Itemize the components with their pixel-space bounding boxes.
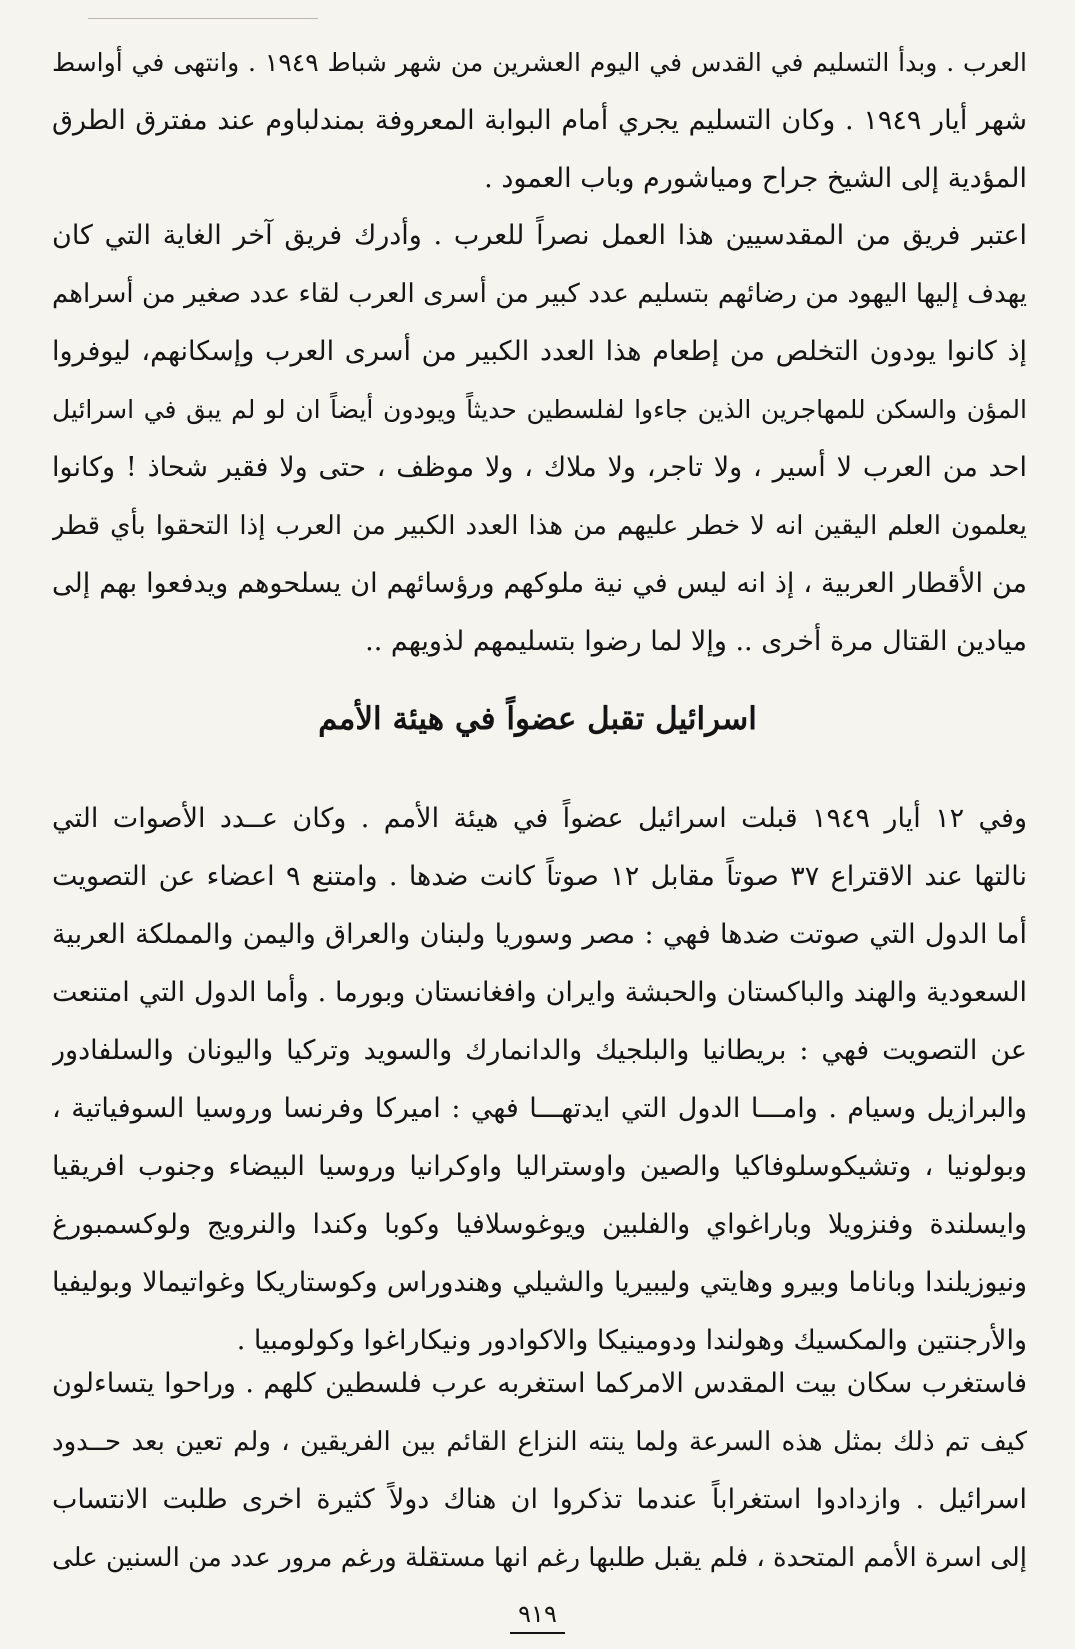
text-line: نالتها عند الاقتراع ٣٧ صوتاً مقابل ١٢ صوتاً كانت ضدها . وامتنع ٩ اعضاء عن التصويت <box>52 861 1027 892</box>
text-line: إلى اسرة الأمم المتحدة ، فلم يقبل طلبها رغم انها مستقلة ورغم مرور عدد من السنين على <box>52 1543 1027 1573</box>
page-number-label: ٩١٩ <box>510 1596 565 1634</box>
text-line: اسرائيل . وازدادوا استغراباً عندما تذكروا ان هناك دولاً كثيرة اخرى طلبت الانتساب <box>52 1484 1027 1515</box>
text-line: احد من العرب لا أسير ، ولا تاجر، ولا ملاك ، ولا موظف ، حتى ولا فقير شحاذ ! وكانوا <box>52 452 1027 483</box>
paragraph <box>52 790 1027 1370</box>
text-line: أما الدول التي صوتت ضدها فهي : مصر وسوريا ولبنان والعراق واليمن والمملكة العربية <box>52 919 1027 950</box>
text-line: والأرجنتين والمكسيك وهولندا ودومينيكا والاكوادور ونيكاراغوا وكولومبيا . <box>236 1325 1027 1356</box>
text-line: يعلمون العلم اليقين انه لا خطر عليهم من هذا العدد الكبير من العرب إذا التحقوا بأي قطر <box>52 511 1027 541</box>
text-line: يهدف إليها اليهود من رضائهم بتسليم عدد كبير من أسرى العرب لقاء عدد صغير من أسراهم <box>52 279 1027 309</box>
text-line: ميادين القتال مرة أخرى .. وإلا لما رضوا بتسليمهم لذويهم .. <box>365 626 1027 657</box>
text-line: وفي ١٢ أيار ١٩٤٩ قبلت اسرائيل عضواً في هيئة الأمم . وكان عــدد الأصوات التي <box>52 803 1027 834</box>
text-line: وبولونيا ، وتشيكوسلوفاكيا والصين واوستراليا واوكرانيا وروسيا البيضاء وجنوب افريقيا <box>52 1151 1027 1182</box>
paragraph <box>52 34 1027 208</box>
page-number <box>0 1596 1075 1634</box>
text-line: المؤدية إلى الشيخ جراح ومياشورم وباب العمود . <box>484 163 1027 194</box>
text-line: كيف تم ذلك بمثل هذه السرعة ولما ينته النزاع القائم بين الفريقين ، ولم تعين بعد حــدود <box>52 1427 1027 1457</box>
text-line: من الأقطار العربية ، إذ انه ليس في نية ملوكهم ورؤسائهم ان يسلحوهم ويدفعوا بهم إلى <box>52 568 1027 599</box>
text-line: شهر أيار ١٩٤٩ . وكان التسليم يجري أمام البوابة المعروفة بمندلباوم عند مفترق الطرق <box>52 105 1027 136</box>
text-line: المؤن والسكن للمهاجرين الذين جاءوا لفلسطين حديثاً ويودون أيضاً ان لو لم يبق في اسرائيل <box>52 395 1027 424</box>
text-line: اعتبر فريق من المقدسيين هذا العمل نصراً للعرب . وأدرك فريق آخر الغاية التي كان <box>52 220 1027 251</box>
text-line: ونيوزيلندا وباناما وبيرو وهايتي وليبيريا والشيلي وهندوراس وكوستاريكا وغواتيمالا وبوليفيا <box>52 1267 1027 1298</box>
text-line: العرب . وبدأ التسليم في القدس في اليوم العشرين من شهر شباط ١٩٤٩ . وانتهى في أواسط <box>52 48 1027 77</box>
text-line: عن التصويت فهي : بريطانيا والبلجيك والدانمارك والسويد وتركيا واليونان والسلفادور <box>52 1035 1027 1066</box>
text-line: السعودية والهند والباكستان والحبشة وايران وافغانستان وبورما . وأما الدول التي امتنعت <box>52 977 1027 1008</box>
text-line: فاستغرب سكان بيت المقدس الامركما استغربه عرب فلسطين كلهم . وراحوا يتساءلون <box>52 1368 1027 1399</box>
text-line: والبرازيل وسيام . وامـــا الدول التي ايدتهـــا فهي : اميركا وفرنسا وروسيا السوفياتية ، <box>52 1093 1027 1124</box>
top-rule <box>88 18 318 19</box>
text-line: وايسلندة وفنزويلا وباراغواي والفلبين ويوغوسلافيا وكوبا وكندا والنرويج ولوكسمبورغ <box>52 1209 1027 1240</box>
section-heading: اسرائيل تقبل عضواً في هيئة الأمم <box>318 701 757 737</box>
paragraph <box>52 1355 1027 1587</box>
text-line: إذ كانوا يودون التخلص من إطعام هذا العدد الكبير من أسرى العرب وإسكانهم، ليوفروا <box>52 336 1027 367</box>
paragraph <box>52 207 1027 671</box>
